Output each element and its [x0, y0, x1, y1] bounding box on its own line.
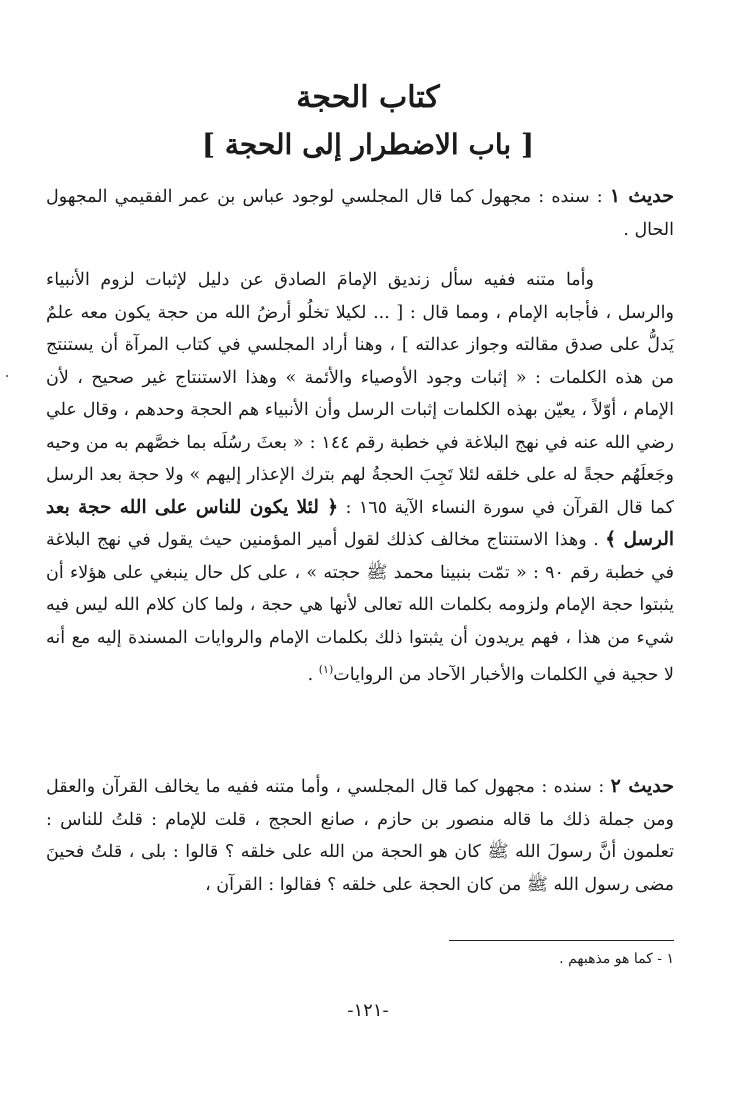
hadith-1-chain — [46, 180, 674, 246]
hadith-2-content — [46, 770, 674, 901]
page-number: -١٢١- — [347, 1000, 389, 1021]
hadith-1-label: حديث ١ — [609, 185, 674, 207]
chapter-title: [ باب الاضطرار إلى الحجة ] — [201, 128, 535, 161]
paragraph-indent — [594, 270, 674, 290]
hadith-2 — [46, 770, 674, 901]
quran-verse: ﴿ لئلا يكون للناس على الله حجة بعد الرسل ﴾ — [46, 496, 675, 550]
footnote-separator — [449, 940, 674, 941]
hadith-2-label: حديث ٢ — [610, 775, 674, 797]
hadith-1-content-end: . — [307, 664, 319, 685]
hadith-1-content — [46, 264, 674, 691]
hadith-1-content-text-a: وأما متنه ففيه سأل زنديق الإمامَ الصادق عن دليل لإثبات لزوم الأنبياء والرسل ، فأجابه الإمام ، ومما قال : [ ... لكيلا تخلُو أرضُ الله من حجة يكون معه علمٌ يَدلُّ على صدق مقالته وجواز عدالته ] ، وهنا أراد المجلسي في كتاب المرآة أن يستنتج من هذه الكلمات : « إثبات وجود الأوصياء والأئمة » وهذا الاستنتاج غير صحيح ، لأن الإمام ، أوّلاً ، يعيّن بهذه الكلمات إثبات الرسل وأن الأنبياء هم الحجة وحدهم ، وقال علي رضي الله عنه في نهج البلاغة في خطبة رقم ١٤٤ : « بعثَ رسُلَه بما خصَّهم به من وحيه وجَعلَهُم حجةً له على خلقه لئلا تَجِبَ الحجةُ لهم بترك الإعذار إليهم » ولا حجة بعد الرسل كما قال القرآن في سورة النساء الآية ١٦٥ : — [46, 270, 674, 518]
book-title: كتاب الحجة — [296, 80, 440, 115]
footnote: ١ - كما هو مذهبهم . — [559, 951, 674, 967]
hadith-1-chain-text: : سنده : مجهول كما قال المجلسي لوجود عباس بن عمر الفقيمي المجهول الحال . — [46, 187, 674, 240]
footnote-reference[interactable]: (١) — [318, 663, 334, 676]
hadith-1 — [46, 180, 674, 691]
hadith-1-content-text-b: . وهذا الاستنتاج مخالف كذلك لقول أمير المؤمنين حيث يقول في نهج البلاغة في خطبة رقم ٩٠ : « تمّت بنبينا محمد ﷺ حجته » ، على كل حال ينبغي على هؤلاء أن يثبتوا حجة الإمام ولزومه بكلمات الله تعالى لأنها هي حجة ، ولما كان كلام الله ليس فيه شيء من هذا ، فهم يريدون أن يثبتوا ذلك بكلمات الإمام والروايات المسندة إليه مع أنه لا حجية في الكلمات والأخبار الآحاد من الروايات — [46, 530, 674, 685]
hadith-2-text: : سنده : مجهول كما قال المجلسي ، وأما متنه ففيه ما يخالف القرآن والعقل ومن جملة ذلك ما قاله منصور بن حازم ، صانع الحجج ، قلت للإمام : قلتُ للناس : تعلمون أنَّ رسولَ الله ﷺ كان هو الحجة من الله على خلقه ؟ قالوا : بلى ، قلتُ فحينَ مضى رسول الله ﷺ من كان الحجة على خلقه ؟ فقالوا : القرآن ، — [46, 777, 674, 895]
margin-mark — [6, 375, 8, 377]
